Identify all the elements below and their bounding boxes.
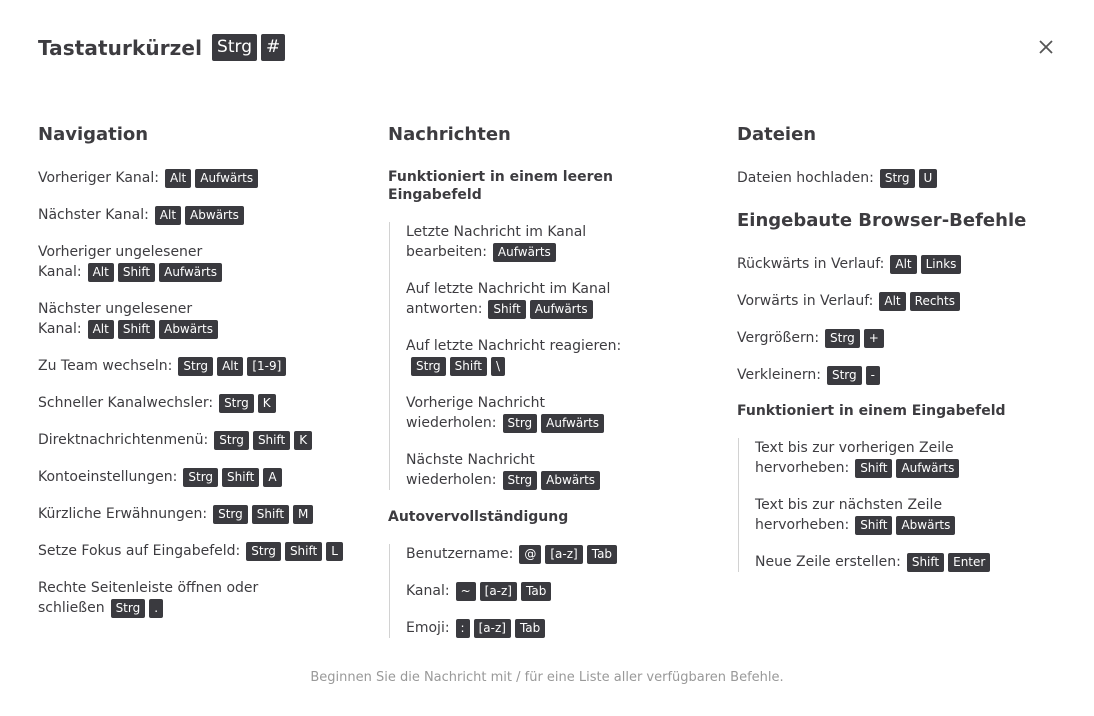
shortcut-item	[406, 393, 708, 433]
key-badge: Strg	[503, 414, 538, 433]
key-badge: #	[261, 34, 285, 61]
shortcut-item	[737, 168, 1057, 188]
shortcut-label: Text bis zur nächsten Zeile	[755, 497, 943, 513]
key-badge: Shift	[907, 553, 944, 572]
shortcut-line	[406, 544, 708, 564]
key-badge: Strg	[178, 357, 213, 376]
shortcut-item	[38, 467, 358, 487]
shortcut-item	[755, 438, 1057, 478]
shortcut-line	[406, 470, 708, 490]
shortcut-item	[406, 336, 708, 376]
shortcut-item	[406, 279, 708, 319]
close-button[interactable]	[1035, 36, 1057, 58]
key-badge: Shift	[855, 516, 892, 535]
shortcut-item	[755, 495, 1057, 535]
shortcut-label: Vorwärts in Verlauf:	[737, 293, 874, 309]
shortcut-label: Vorheriger Kanal:	[38, 170, 159, 186]
key-badge: M	[293, 505, 313, 524]
shortcut-label: Direktnachrichtenmenü:	[38, 432, 209, 448]
key-badge: Aufwärts	[195, 169, 258, 188]
key-badge: Strg	[183, 468, 218, 487]
key-badge: K	[258, 394, 276, 413]
key-badge: Strg	[503, 471, 538, 490]
shortcut-line	[737, 168, 1057, 188]
key-badge: Shift	[252, 505, 289, 524]
key-badge: Strg	[825, 329, 860, 348]
shortcut-line	[38, 541, 358, 561]
key-badge: [a-z]	[474, 619, 511, 638]
section-heading: Eingebaute Browser-Befehle	[737, 210, 1027, 231]
key-badge: Aufwärts	[493, 243, 556, 262]
key-badge: Strg	[213, 505, 248, 524]
key-badge: [a-z]	[545, 545, 582, 564]
shortcut-label: Schneller Kanalwechsler:	[38, 395, 214, 411]
key-badge: Aufwärts	[541, 414, 604, 433]
shortcut-label: Text bis zur vorherigen Zeile	[755, 440, 954, 456]
shortcut-label: antworten:	[406, 301, 483, 317]
key-badge: Links	[921, 255, 962, 274]
shortcut-item	[38, 299, 358, 339]
shortcut-item	[406, 581, 708, 601]
shortcut-label: Emoji:	[406, 620, 450, 636]
navigation-section	[38, 124, 358, 635]
shortcut-label: hervorheben:	[755, 460, 850, 476]
shortcut-item	[406, 450, 708, 490]
key-badge: Strg	[219, 394, 254, 413]
key-badge: Abwärts	[541, 471, 600, 490]
shortcut-label: Rechte Seitenleiste öffnen oder	[38, 580, 259, 596]
shortcut-line	[38, 319, 358, 339]
shortcut-label: Nächste Nachricht	[406, 452, 535, 468]
shortcut-label: wiederholen:	[406, 472, 497, 488]
key-badge: Aufwärts	[530, 300, 593, 319]
modal-title: Tastaturkürzel	[38, 35, 203, 60]
key-badge: Alt	[879, 292, 905, 311]
shortcut-line	[406, 581, 708, 601]
shortcut-label: Vorherige Nachricht	[406, 395, 545, 411]
shortcut-label: Kanal:	[38, 264, 82, 280]
shortcut-line	[755, 552, 1057, 572]
shortcut-label: Kontoeinstellungen:	[38, 469, 178, 485]
shortcut-item	[38, 356, 358, 376]
shortcut-list	[38, 168, 358, 618]
key-badge: L	[326, 542, 343, 561]
shortcut-label: schließen	[38, 600, 105, 616]
shortcut-label: Auf letzte Nachricht reagieren:	[406, 338, 622, 354]
shortcut-item	[38, 205, 358, 225]
shortcut-item	[38, 430, 358, 450]
key-badge: Tab	[521, 582, 551, 601]
shortcut-label: Verkleinern:	[737, 367, 821, 383]
shortcut-label: Vergrößern:	[737, 330, 820, 346]
shortcut-group	[738, 438, 1057, 572]
key-badge: Alt	[217, 357, 243, 376]
shortcut-line	[737, 328, 1057, 348]
shortcut-label: hervorheben:	[755, 517, 850, 533]
key-badge: Shift	[253, 431, 290, 450]
shortcut-line	[755, 515, 1057, 535]
shortcut-item	[38, 504, 358, 524]
shortcut-label: Neue Zeile erstellen:	[755, 554, 901, 570]
key-badge: -	[866, 366, 880, 385]
shortcut-line	[38, 168, 358, 188]
key-badge: Abwärts	[896, 516, 955, 535]
shortcut-item	[406, 618, 708, 638]
key-badge: Alt	[890, 255, 916, 274]
key-badge: Shift	[855, 459, 892, 478]
key-badge: Strg	[827, 366, 862, 385]
shortcut-line	[737, 291, 1057, 311]
key-badge: Strg	[212, 34, 257, 61]
key-badge: Strg	[880, 169, 915, 188]
key-badge: Aufwärts	[159, 263, 222, 282]
key-badge: [a-z]	[480, 582, 517, 601]
shortcut-label: Benutzername:	[406, 546, 514, 562]
close-icon	[1035, 36, 1057, 58]
subsection-heading: Autovervollständigung	[388, 509, 569, 525]
key-badge: Shift	[222, 468, 259, 487]
key-badge: +	[864, 329, 884, 348]
key-badge: \	[491, 357, 505, 376]
key-badge: Enter	[948, 553, 990, 572]
shortcut-item	[406, 544, 708, 564]
section-heading: Nachrichten	[388, 124, 511, 145]
shortcut-label: wiederholen:	[406, 415, 497, 431]
shortcut-item	[38, 578, 358, 618]
shortcut-label: Letzte Nachricht im Kanal	[406, 224, 587, 240]
shortcut-item	[755, 552, 1057, 572]
shortcut-line	[38, 356, 358, 376]
key-badge: K	[294, 431, 312, 450]
key-badge: @	[519, 545, 541, 564]
shortcut-line	[755, 458, 1057, 478]
shortcut-item	[38, 168, 358, 188]
shortcut-line	[406, 242, 708, 262]
key-badge: Alt	[155, 206, 181, 225]
key-badge: Strg	[246, 542, 281, 561]
shortcut-group	[389, 222, 708, 490]
key-badge: U	[919, 169, 938, 188]
shortcut-line	[38, 262, 358, 282]
shortcut-item	[38, 393, 358, 413]
shortcut-item	[737, 291, 1057, 311]
shortcut-item	[38, 541, 358, 561]
shortcut-item	[737, 365, 1057, 385]
shortcut-label: Nächster Kanal:	[38, 207, 149, 223]
key-badge: :	[456, 619, 470, 638]
shortcut-line	[38, 205, 358, 225]
shortcut-label: Nächster ungelesener	[38, 301, 193, 317]
key-badge: Alt	[165, 169, 191, 188]
shortcut-label: Dateien hochladen:	[737, 170, 874, 186]
key-badge: ~	[456, 582, 476, 601]
shortcut-item	[38, 242, 358, 282]
shortcut-line	[38, 504, 358, 524]
shortcut-group	[389, 544, 708, 638]
modal-header	[38, 34, 289, 61]
shortcut-label: Kürzliche Erwähnungen:	[38, 506, 208, 522]
key-badge: Shift	[285, 542, 322, 561]
shortcut-item	[406, 222, 708, 262]
shortcut-line	[406, 618, 708, 638]
messages-section	[388, 124, 708, 656]
key-badge: Strg	[411, 357, 446, 376]
shortcut-label: bearbeiten:	[406, 244, 487, 260]
files-section	[737, 124, 1057, 590]
key-badge: [1-9]	[247, 357, 286, 376]
shortcut-line	[737, 365, 1057, 385]
shortcut-label: Kanal:	[38, 321, 82, 337]
subsection-heading: Funktioniert in einem leeren Eingabefeld	[388, 169, 613, 203]
section-heading: Navigation	[38, 124, 149, 145]
shortcut-line	[38, 393, 358, 413]
shortcut-item	[737, 254, 1057, 274]
key-badge: Shift	[488, 300, 525, 319]
shortcut-line	[38, 467, 358, 487]
key-badge: A	[263, 468, 281, 487]
key-badge: Abwärts	[159, 320, 218, 339]
shortcut-label: Vorheriger ungelesener	[38, 244, 203, 260]
shortcut-label: Auf letzte Nachricht im Kanal	[406, 281, 611, 297]
key-badge: Shift	[450, 357, 487, 376]
subsection-heading: Funktioniert in einem Eingabefeld	[737, 403, 1006, 419]
key-badge: Tab	[515, 619, 545, 638]
key-badge: Alt	[88, 320, 114, 339]
key-badge: Rechts	[910, 292, 960, 311]
shortcut-list	[737, 168, 1057, 188]
key-badge: Shift	[118, 263, 155, 282]
key-badge: Strg	[214, 431, 249, 450]
key-badge: Shift	[118, 320, 155, 339]
key-badge: Tab	[587, 545, 617, 564]
key-badge: Abwärts	[185, 206, 244, 225]
key-badge: .	[149, 599, 163, 618]
key-badge: Strg	[111, 599, 146, 618]
shortcut-line	[406, 413, 708, 433]
shortcut-line	[406, 299, 708, 319]
shortcut-line	[737, 254, 1057, 274]
key-badge: Aufwärts	[896, 459, 959, 478]
shortcut-label: Zu Team wechseln:	[38, 358, 173, 374]
shortcut-label: Kanal:	[406, 583, 450, 599]
shortcut-line	[38, 598, 358, 618]
shortcut-line	[406, 356, 708, 376]
shortcut-list	[737, 254, 1057, 385]
shortcut-label: Rückwärts in Verlauf:	[737, 256, 885, 272]
shortcut-line	[38, 430, 358, 450]
shortcut-label: Setze Fokus auf Eingabefeld:	[38, 543, 241, 559]
footer-hint: Beginnen Sie die Nachricht mit / für eine Liste aller verfügbaren Befehle.	[310, 670, 784, 685]
shortcut-item	[737, 328, 1057, 348]
key-badge: Alt	[88, 263, 114, 282]
section-heading: Dateien	[737, 124, 817, 145]
